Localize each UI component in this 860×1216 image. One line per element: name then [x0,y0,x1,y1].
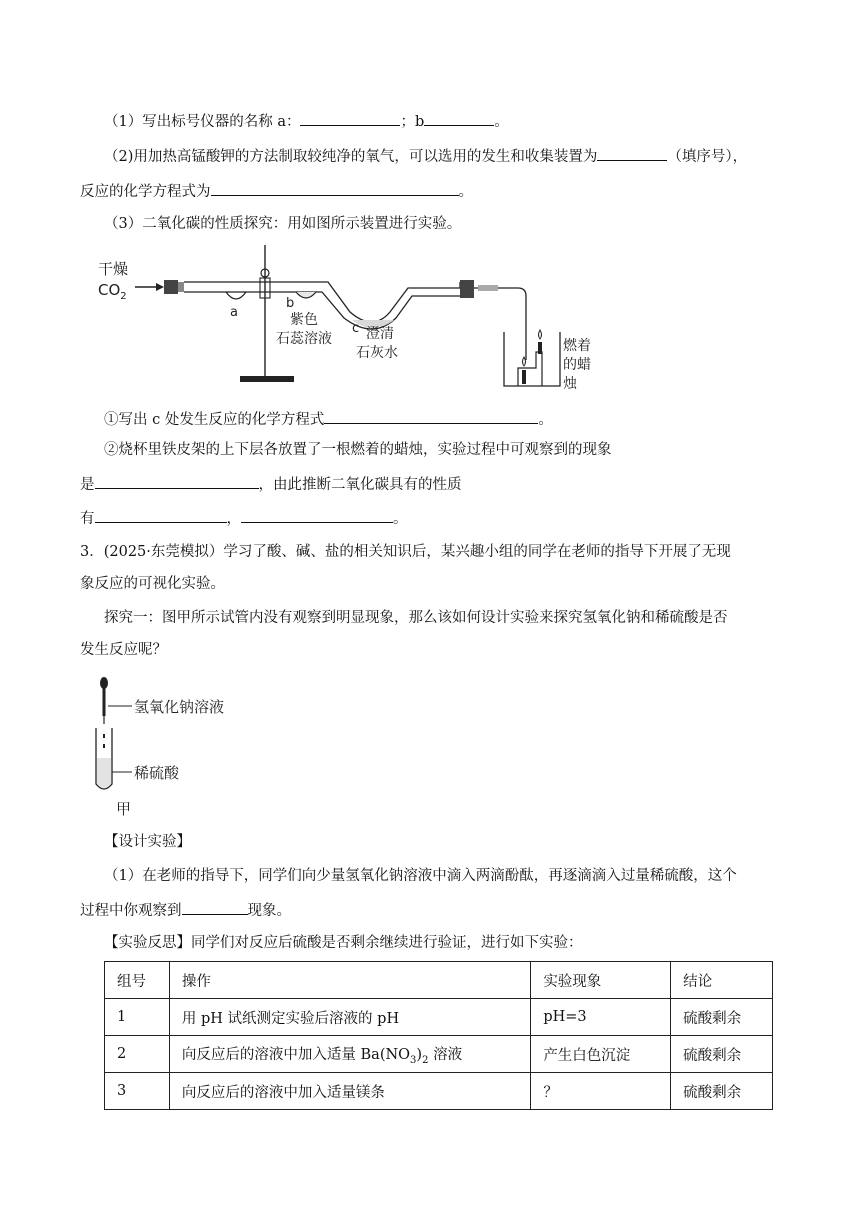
label-candle-3: 烛 [563,376,577,392]
header-operation: 操作 [169,962,530,999]
cell-phenomenon: pH=3 [531,999,671,1036]
cell-operation: 向反应后的溶液中加入适量镁条 [169,1073,530,1110]
candle-rack [518,352,542,386]
reflect-line: 【实验反思】同学们对反应后硫酸是否剩余继续进行验证，进行如下实验： [104,935,583,951]
design-title: 【设计实验】 [104,834,191,850]
cell-no: 2 [105,1036,170,1073]
lower-candle [522,370,526,384]
label-lime-1: 澄清 [366,326,394,342]
co2-apparatus-figure [90,240,610,400]
table-row [105,1036,773,1073]
q3-header-line2: 象反应的可视化实验。 [80,576,225,592]
q2-part3: （3）二氧化碳的性质探究：用如图所示装置进行实验。 [104,216,462,232]
q2-sub2-line1: ②烧杯里铁皮架的上下层各放置了一根燃着的蜡烛，实验过程中可观察到的现象 [104,442,612,458]
upper-candle [538,342,542,354]
q2-sub2-line2: 是 ，由此推断二氧化碳具有的性质 [80,473,462,495]
label-b: b [286,296,295,311]
blank-equation-kmno4[interactable] [211,180,459,196]
header-phenomenon: 实验现象 [531,962,671,999]
label-lime-2: 石灰水 [356,345,398,361]
design-line1: （1）在老师的指导下，同学们向少量氢氧化钠溶液中滴入两滴酚酞，再逐滴滴入过量稀硫酸，这个 [104,868,737,884]
table-row [105,1073,773,1110]
cell-phenomenon: 产生白色沉淀 [531,1036,671,1073]
label-litmus-1: 紫色 [290,312,318,328]
arrow-head-icon [156,283,164,291]
label-a: a [230,305,238,320]
blank-property-2[interactable] [241,507,393,523]
cell-no: 3 [105,1073,170,1110]
dropper-bulb [100,677,108,689]
label-litmus-2: 石蕊溶液 [276,331,332,347]
table-header-row [105,962,773,999]
beaker [504,332,560,386]
label-dry: 干燥 [98,260,129,278]
label-acid: 稀硫酸 [134,764,180,782]
q2-part2-line1: （2)用加热高锰酸钾的方法制取较纯净的氧气，可以选用的发生和收集装置为 （填序号）， [104,145,747,167]
label-co2: $CO_2$ [98,281,127,302]
cell-phenomenon: ？ [531,1073,671,1110]
glass-tube [184,282,460,329]
outlet-tube [474,288,526,360]
q2-part2-line2: 反应的化学方程式为 。 [80,180,473,202]
label-c: c [352,321,360,336]
design-line2: 过程中你观察到 现象。 [80,899,291,921]
q2-sub1: ①写出 c 处发生反应的化学方程式 。 [104,408,553,430]
left-stopper [164,280,178,294]
label-candle-2: 的蜡 [563,357,591,373]
label-candle-1: 燃着 [563,338,591,354]
blank-a[interactable] [300,110,400,126]
right-stopper [460,280,474,298]
q2-part1: （1）写出标号仪器的名称 a： ；b 。 [104,110,509,132]
cell-no: 1 [105,999,170,1036]
blank-b[interactable] [424,110,494,126]
figure-caption: 甲 [116,800,132,818]
q3-explore-line1: 探究一：图甲所示试管内没有观察到明显现象，那么该如何设计实验来探究氢氧化钠和稀硫酸是否 [104,610,728,626]
upper-flame-icon [539,330,542,339]
header-conclusion: 结论 [671,962,773,999]
cell-conclusion: 硫酸剩余 [671,1036,773,1073]
cell-conclusion: 硫酸剩余 [671,999,773,1036]
blank-apparatus[interactable] [597,145,667,161]
stand-base [240,376,294,382]
acid-liquid [97,758,111,788]
dip-b [296,292,316,298]
cell-operation: 用 pH 试纸测定实验后溶液的 pH [169,999,530,1036]
cell-conclusion: 硫酸剩余 [671,1073,773,1110]
header-group-no: 组号 [105,962,170,999]
lower-flame-icon [523,357,526,366]
experiment-table [104,961,773,1110]
blank-observation[interactable] [182,899,248,915]
cell-operation: 向反应后的溶液中加入适量 $Ba(NO_3)_2$ 溶液 [169,1036,530,1073]
q3-header-line1: 3．(2025·东莞模拟）学习了酸、碱、盐的相关知识后，某兴趣小组的同学在老师的指导下开展了无现 [80,544,731,560]
dip-a [226,292,246,299]
q3-explore-line2: 发生反应呢？ [80,642,167,658]
blank-property-1[interactable] [95,507,227,523]
label-naoh: 氢氧化钠溶液 [134,698,225,716]
blank-phenomenon[interactable] [95,473,259,489]
test-tube-figure [88,674,268,819]
table-row [105,999,773,1036]
blank-equation-c[interactable] [324,408,538,424]
q2-sub2-line3: 有 ， 。 [80,507,408,529]
